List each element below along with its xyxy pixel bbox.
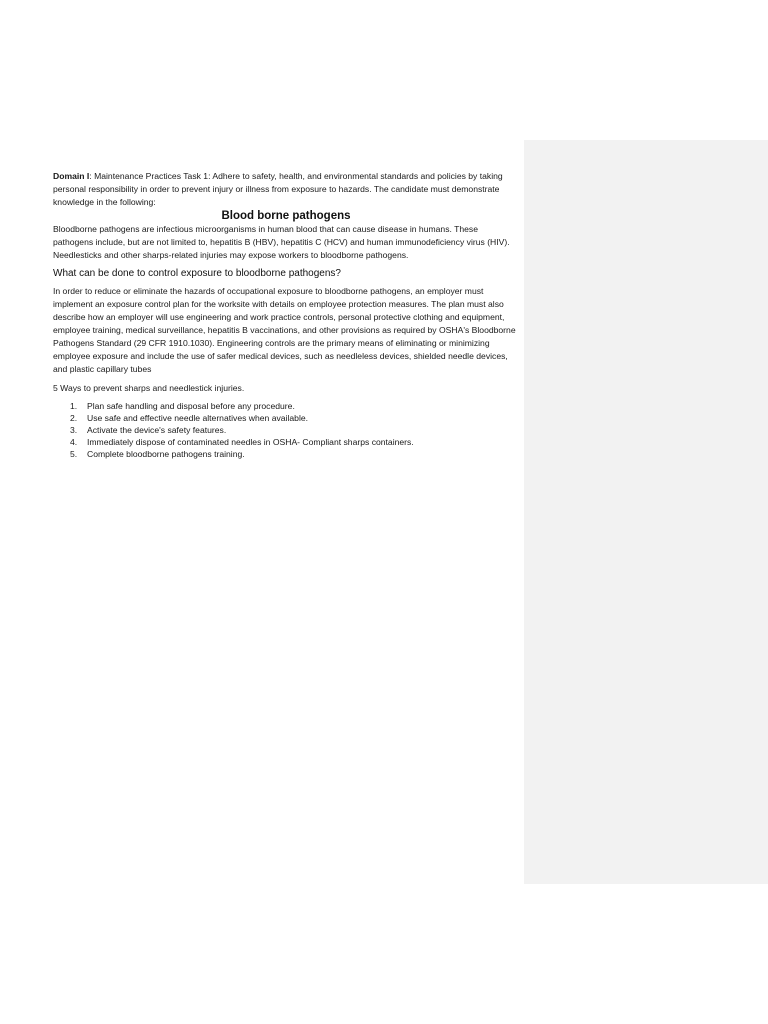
list-text: Complete bloodborne pathogens training.	[87, 448, 245, 459]
list-number: 1.	[70, 400, 78, 411]
ways-title: 5 Ways to prevent sharps and needlestick injuries.	[53, 382, 245, 393]
list-text: Use safe and effective needle alternatives when available.	[87, 412, 309, 423]
list-item	[70, 448, 519, 460]
control-subheading: What can be done to control exposure to bloodborne pathogens?	[53, 268, 341, 280]
list-number: 3.	[70, 424, 78, 435]
list-text: Immediately dispose of contaminated needles in OSHA- Compliant sharps containers.	[87, 436, 414, 447]
list-item	[70, 424, 519, 436]
ways-list	[53, 400, 519, 460]
list-item	[70, 436, 519, 448]
list-number: 5.	[70, 448, 78, 459]
intro-paragraph	[53, 170, 519, 209]
intro-text: : Maintenance Practices Task 1: Adhere to safety, health, and environmental standards and policies by taking personal responsibility in order to prevent injury or illness from exposure to hazards. The candidate must demonstrate knowledge in the following:	[53, 171, 503, 207]
list-number: 2.	[70, 412, 78, 423]
document-body	[53, 170, 519, 460]
control-paragraph: In order to reduce or eliminate the hazards of occupational exposure to bloodborne pathogens, an employer must implement an exposure control plan for the worksite with details on employee protection measures. The plan must also describe how an employer will use engineering and work practice controls, personal protective clothing and equipment, employee training, medical surveillance, hepatitis B vaccinations, and other provisions as required by OSHA's Bloodborne Pathogens Standard (29 CFR 1910.1030). Engineering controls are the primary means of eliminating or minimizing employee exposure and include the use of safer medical devices, such as needleless devices, shielded needle devices, and plastic capillary tubes	[53, 286, 516, 374]
domain-label: Domain I	[53, 171, 90, 181]
section-title: Blood borne pathogens	[221, 209, 351, 222]
list-item	[70, 400, 519, 412]
list-text: Plan safe handling and disposal before any procedure.	[87, 400, 295, 411]
list-text: Activate the device's safety features.	[87, 424, 227, 435]
pathogens-paragraph: Bloodborne pathogens are infectious microorganisms in human blood that can cause disease in humans. These pathogens include, but are not limited to, hepatitis B (HBV), hepatitis C (HCV) and human immunodeficiency virus (HIV). Needlesticks and other sharps-related injuries may expose workers to bloodborne pathogens.	[53, 223, 510, 260]
comment-pane	[524, 140, 768, 884]
list-item	[70, 412, 519, 424]
list-number: 4.	[70, 436, 78, 447]
